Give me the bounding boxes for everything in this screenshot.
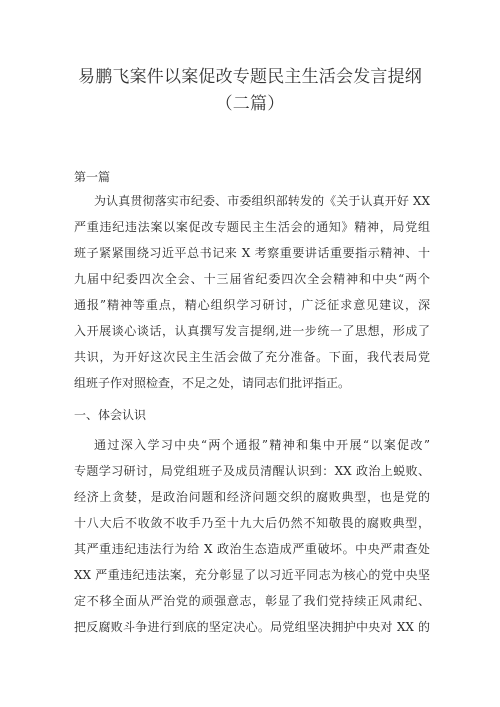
section-heading: 一、体会认识 bbox=[74, 408, 147, 422]
paragraph-line: 为认真贯彻落实市纪委、市委组织部转发的《关于认真开好 XX bbox=[94, 194, 430, 208]
paragraph-line: 入开展谈心谈话，认真撰写发言提纲,进一步统一了思想，形成了 bbox=[74, 324, 430, 338]
paragraph-line: 共识，为开好这次民主生活会做了充分准备。下面，我代表局党 bbox=[74, 350, 430, 364]
paragraph-line: 组班子作对照检查，不足之处，请同志们批评指正。 bbox=[74, 376, 351, 390]
paragraph-line: 专题学习研讨，局党组班子及成员清醒认识到：XX 政治上蜕败、 bbox=[74, 464, 430, 478]
paragraph-line: 经济上贪婪，是政治问题和经济问题交织的腐败典型，也是党的 bbox=[74, 490, 430, 504]
section-label: 第一篇 bbox=[74, 170, 111, 184]
paragraph-line: 定不移全面从严治党的顽强意志，彰显了我们党持续正风肃纪、 bbox=[74, 594, 430, 608]
paragraph-line: 严重违纪违法案以案促改专题民主生活会的通知》精神，局党组 bbox=[74, 220, 430, 234]
paragraph-line: 通报”精神等重点，精心组织学习研讨，广泛征求意见建议，深 bbox=[74, 298, 430, 312]
paragraph-line: 十八大后不收敛不收手乃至十九大后仍然不知敬畏的腐败典型， bbox=[74, 516, 430, 530]
document-title: 易鹏飞案件以案促改专题民主生活会发言提纲 bbox=[78, 67, 422, 87]
document-subtitle: （二篇） bbox=[215, 94, 285, 114]
paragraph-line: 其严重违纪违法行为给 X 政治生态造成严重破坏。中央严肃查处 bbox=[74, 542, 430, 556]
paragraph-line: 九届中纪委四次全会、十三届省纪委四次全会精神和中央“两个 bbox=[74, 272, 430, 286]
paragraph-line: 把反腐败斗争进行到底的坚定决心。局党组坚决拥护中央对 XX 的 bbox=[74, 620, 430, 634]
paragraph-line: XX 严重违纪违法案，充分彰显了以习近平同志为核心的党中央坚 bbox=[74, 568, 430, 582]
paragraph-line: 班子紧紧围绕习近平总书记来 X 考察重要讲话重要指示精神、十 bbox=[74, 246, 430, 260]
paragraph-line: 通过深入学习中央“两个通报”精神和集中开展“以案促改” bbox=[94, 438, 430, 452]
